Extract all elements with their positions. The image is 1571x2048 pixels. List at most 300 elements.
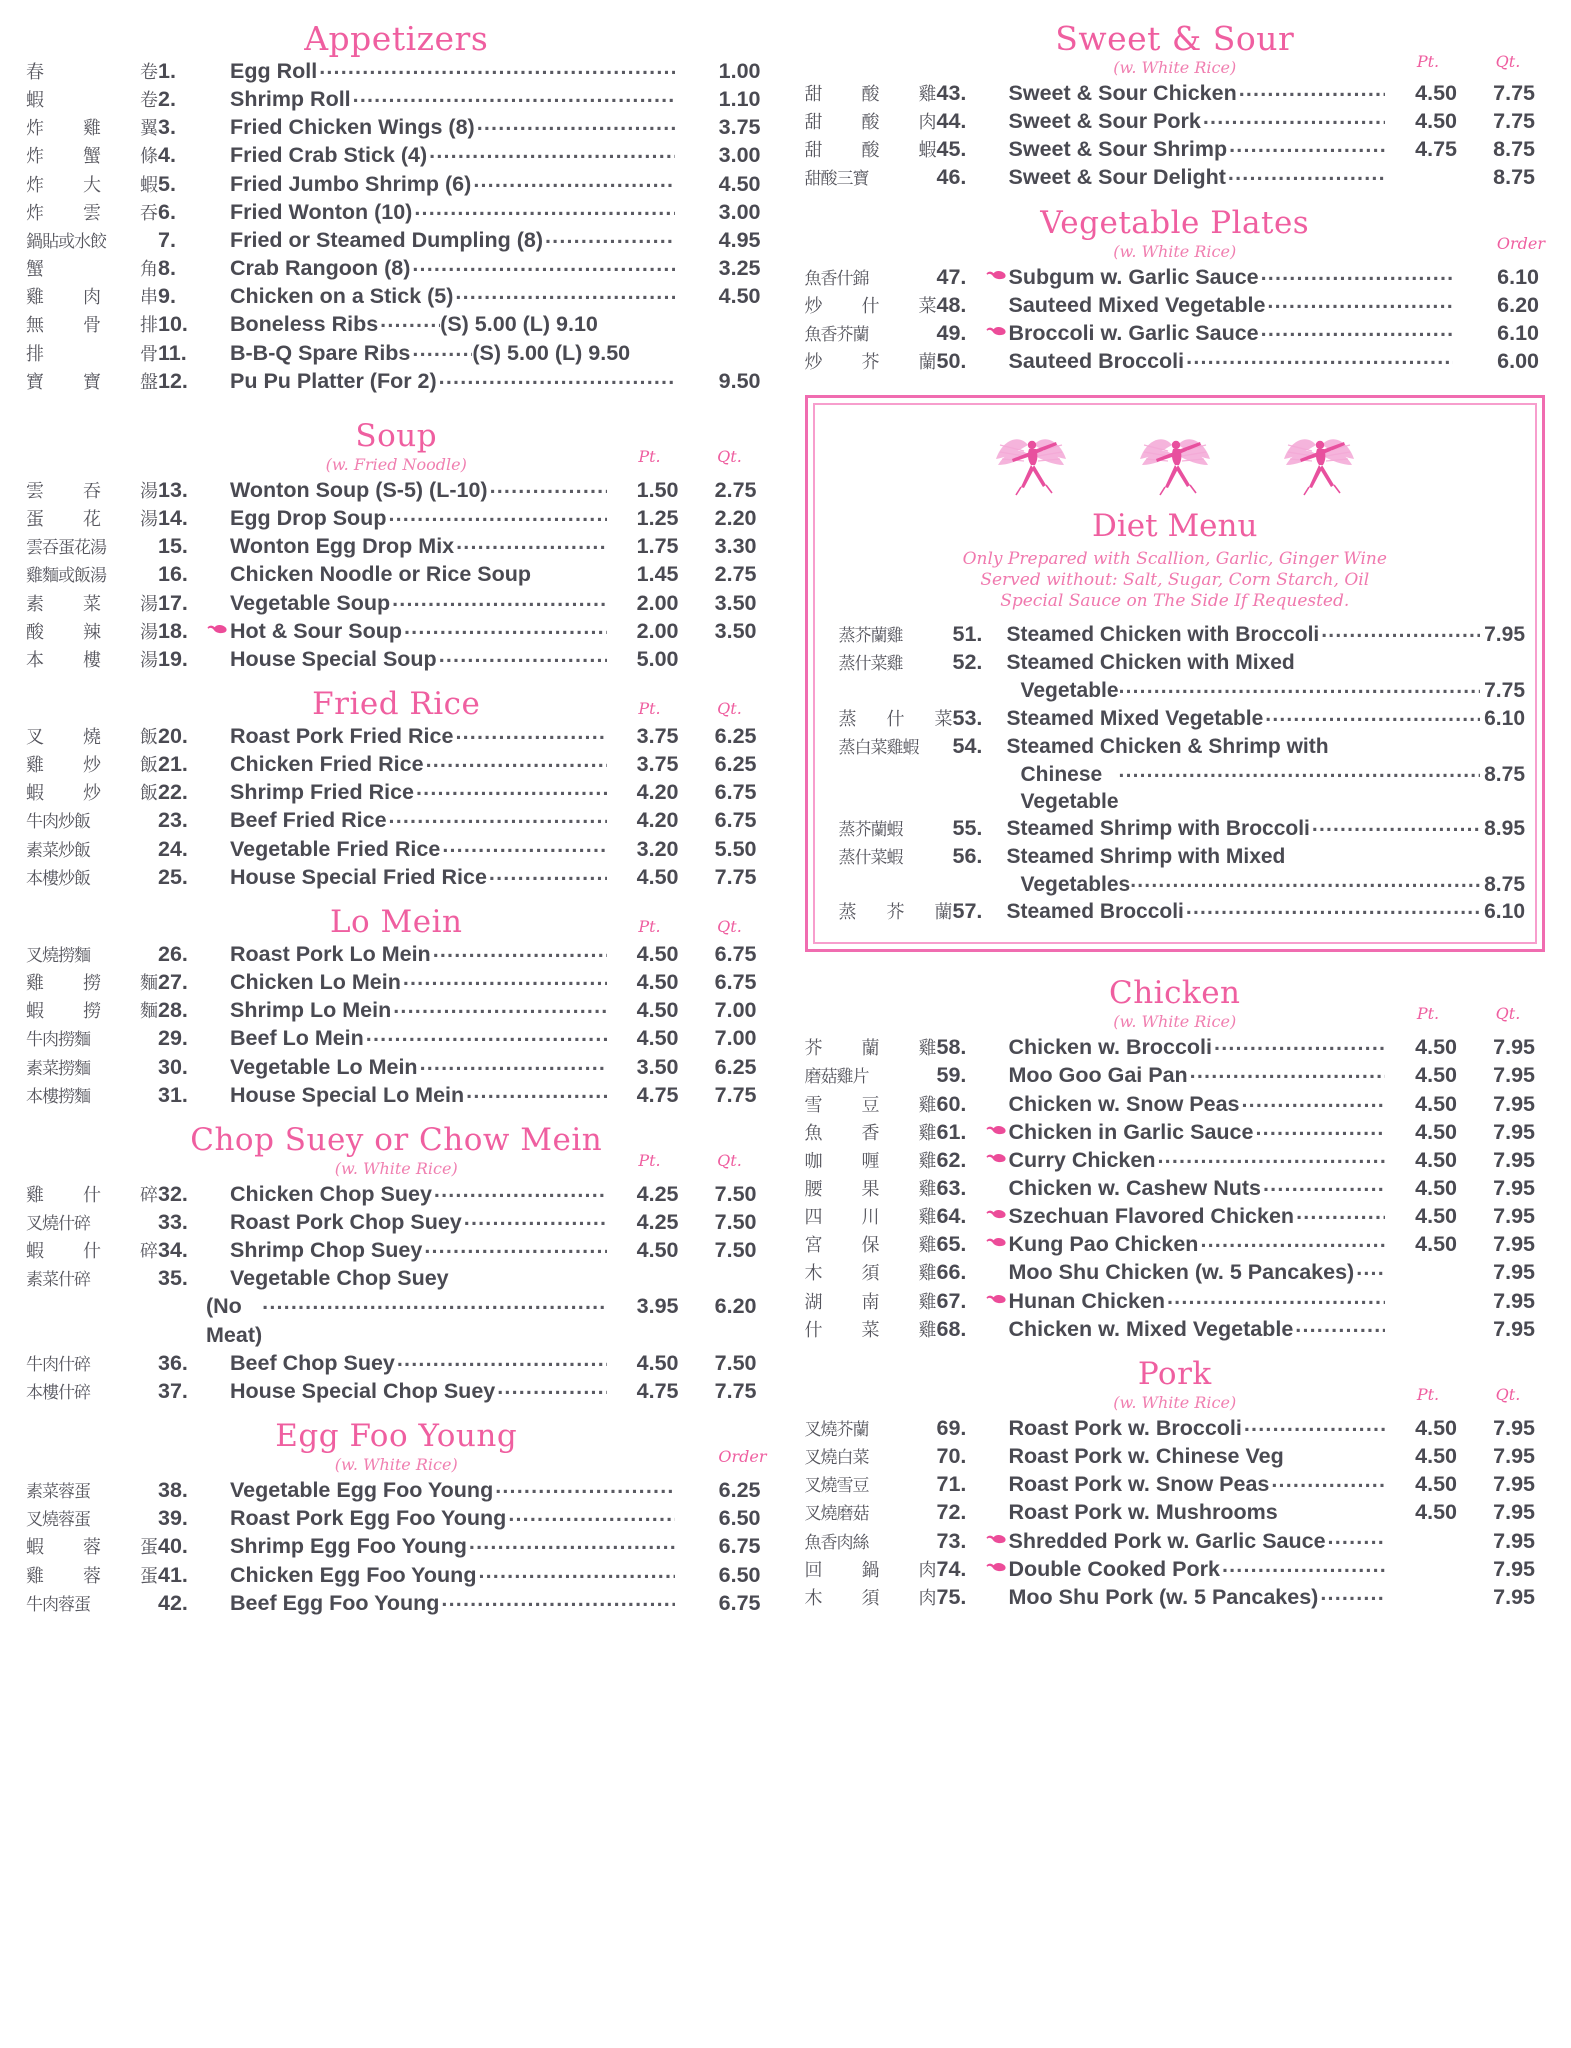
menu-item-row[interactable] — [805, 347, 1546, 375]
item-english-name: Steamed Shrimp with Broccoli — [1006, 817, 1310, 841]
item-chinese-name: 甜 酸 肉 — [804, 112, 937, 134]
item-chinese-name: 魚香芥蘭 — [804, 324, 869, 345]
item-price-pint: 2.00 — [636, 590, 679, 615]
item-price-pint: 1.25 — [636, 506, 679, 531]
item-number: 52. — [952, 650, 983, 675]
menu-item-row[interactable] — [805, 1527, 1546, 1555]
lo-mein-item-list — [26, 940, 767, 1109]
leader-dots — [1222, 1551, 1385, 1579]
item-number: 33. — [158, 1210, 188, 1234]
menu-item-row[interactable] — [26, 310, 767, 338]
menu-item-row[interactable] — [805, 1033, 1546, 1061]
item-number: 60. — [936, 1091, 967, 1116]
spicy-chili-icon — [985, 1560, 1009, 1574]
leader-dots — [1261, 315, 1453, 343]
item-price: 8.75 — [1484, 872, 1525, 896]
item-number: 66. — [936, 1260, 967, 1285]
item-price-pint: 4.50 — [1415, 1175, 1457, 1200]
leader-dots — [466, 1077, 606, 1105]
menu-item-row[interactable] — [805, 1061, 1546, 1089]
item-number: 22. — [158, 780, 188, 805]
spicy-chili-icon — [985, 268, 1009, 282]
item-chinese-name: 蝦 卷 — [26, 90, 158, 112]
section-title-egg-foo-young: Egg Foo Young — [275, 1418, 518, 1455]
item-number: 47. — [936, 264, 967, 289]
item-number: 39. — [158, 1506, 188, 1531]
item-chinese-name: 蝦 撈 麵 — [26, 1001, 158, 1023]
item-number: 49. — [936, 320, 967, 345]
item-price-quart: 2.20 — [714, 506, 757, 531]
spicy-chili-icon — [985, 1235, 1009, 1249]
item-price-pint: 4.50 — [636, 1238, 679, 1263]
leader-dots — [478, 1557, 674, 1585]
item-number: 5. — [158, 171, 176, 196]
item-chinese-name: 無 骨 排 — [26, 315, 158, 337]
item-price-order: 1.00 — [718, 59, 761, 83]
leader-dots — [1130, 867, 1480, 894]
item-number: 55. — [952, 816, 983, 841]
header-qt: Qt. — [1495, 52, 1521, 71]
diet-menu-item-row[interactable] — [825, 621, 1526, 649]
item-price-quart: 7.75 — [1493, 81, 1535, 105]
item-english-name: Vegetable Chop Suey — [230, 1266, 449, 1291]
menu-item-row[interactable] — [26, 835, 767, 863]
item-number: 8. — [158, 256, 176, 281]
menu-item-row[interactable] — [26, 1208, 767, 1236]
spicy-chili-icon — [985, 1123, 1009, 1137]
item-english-name: Beef Fried Rice — [230, 808, 387, 833]
item-number: 34. — [158, 1238, 188, 1263]
item-number: 30. — [158, 1054, 188, 1079]
menu-item-row[interactable] — [26, 1377, 767, 1405]
item-number: 18. — [158, 618, 188, 643]
item-price-inline: (S) 5.00 (L) 9.10 — [440, 312, 598, 337]
diet-menu-item-row[interactable] — [825, 705, 1526, 733]
item-english-name: House Special Soup — [230, 646, 437, 671]
menu-item-row[interactable] — [805, 1090, 1546, 1118]
item-price-pint: 1.75 — [636, 534, 679, 559]
item-price-quart: 3.30 — [714, 534, 757, 559]
item-chinese-name: 芥 蘭 雞 — [804, 1038, 937, 1060]
leader-dots — [420, 1049, 607, 1077]
item-english-name: Chicken on a Stick (5) — [230, 284, 454, 309]
leader-dots — [380, 306, 440, 334]
item-chinese-name: 雲吞蛋花湯 — [26, 538, 106, 559]
item-price-order: 3.00 — [718, 199, 761, 224]
item-english-name: Steamed Chicken & Shrimp with — [1006, 734, 1329, 758]
menu-item-row[interactable] — [805, 1287, 1546, 1315]
item-number: 71. — [936, 1472, 967, 1497]
item-price-quart: 7.00 — [714, 998, 757, 1023]
leader-dots — [389, 802, 607, 830]
menu-item-row[interactable] — [805, 1414, 1546, 1442]
soup-price-column-headers — [607, 447, 767, 466]
item-english-name: Chicken Noodle or Rice Soup — [230, 562, 532, 587]
item-price-pint: 2.00 — [636, 618, 679, 643]
menu-item-row[interactable] — [805, 163, 1546, 191]
item-chinese-name: 蝦 什 碎 — [26, 1241, 158, 1263]
item-price-order: 6.50 — [718, 1506, 761, 1531]
item-number: 26. — [158, 941, 188, 966]
item-chinese-name: 蒸 芥 蘭 — [838, 902, 953, 924]
item-chinese-name: 蒸什菜蝦 — [838, 848, 903, 869]
item-number: 21. — [158, 752, 188, 777]
item-chinese-name: 雲 吞 湯 — [26, 480, 158, 502]
item-number: 75. — [936, 1584, 967, 1609]
leader-dots — [1186, 894, 1480, 921]
item-chinese-name: 叉燒蓉蛋 — [26, 1510, 90, 1531]
menu-item-row[interactable] — [805, 107, 1546, 135]
leader-dots — [404, 613, 607, 641]
fried-rice-price-column-headers — [607, 699, 767, 718]
menu-item-row[interactable] — [26, 1180, 767, 1208]
item-english-name: Chicken Lo Mein — [230, 970, 401, 995]
menu-item-row[interactable] — [26, 589, 767, 617]
item-number: 6. — [158, 199, 176, 224]
menu-item-row[interactable] — [805, 1470, 1546, 1498]
menu-item-row[interactable] — [26, 532, 767, 560]
item-price-pint: 4.50 — [636, 1026, 679, 1051]
item-number: 62. — [936, 1147, 967, 1172]
item-english-name: Chicken w. Snow Peas — [1008, 1091, 1240, 1116]
item-english-name: Subgum w. Garlic Sauce — [1008, 264, 1259, 289]
item-price-pint: 4.50 — [636, 864, 679, 889]
item-price-order: 4.95 — [718, 227, 761, 252]
menu-item-row[interactable] — [805, 1230, 1546, 1258]
item-chinese-name: 本樓什碎 — [26, 1382, 90, 1403]
item-chinese-name: 炸 大 蝦 — [26, 174, 158, 196]
leader-dots — [455, 718, 606, 746]
item-english-name: Chicken Fried Rice — [230, 752, 424, 777]
menu-item-row[interactable] — [26, 1081, 767, 1109]
item-english-name: Vegetable Lo Mein — [230, 1054, 418, 1079]
section-title-pork: Pork — [1137, 1355, 1212, 1392]
item-english-name: Roast Pork Lo Mein — [230, 941, 431, 966]
item-price-quart: 7.75 — [714, 1082, 757, 1107]
item-number: 44. — [936, 109, 967, 134]
vegetable-plates-item-list — [805, 263, 1546, 376]
item-chinese-name: 素菜炒飯 — [26, 840, 90, 861]
item-price-quart: 6.75 — [714, 970, 757, 995]
item-number: 72. — [936, 1500, 967, 1525]
item-price-order: 9.50 — [718, 368, 761, 393]
item-number: 74. — [936, 1556, 967, 1581]
menu-item-row[interactable] — [26, 722, 767, 750]
item-chinese-name: 什 菜 雞 — [804, 1319, 937, 1341]
item-chinese-name: 叉燒磨菇 — [804, 1504, 869, 1525]
menu-item-row[interactable] — [26, 1349, 767, 1377]
item-chinese-name: 酸 辣 湯 — [26, 621, 158, 643]
item-chinese-name: 腰 果 雞 — [804, 1178, 937, 1200]
item-number: 59. — [936, 1063, 967, 1088]
section-title-chop-suey: Chop Suey or Chow Mein — [190, 1121, 603, 1158]
leader-dots — [490, 472, 607, 500]
item-price-pint: 4.50 — [636, 970, 679, 995]
leader-dots — [1261, 259, 1453, 287]
item-chinese-name: 牛肉蓉蛋 — [26, 1594, 90, 1615]
item-english-name-cont: Vegetable — [1020, 679, 1119, 703]
dancer-icon — [1276, 425, 1362, 504]
leader-dots — [1239, 75, 1385, 103]
item-price-pint: 3.20 — [636, 836, 679, 861]
item-price-quart: 6.75 — [714, 780, 757, 805]
item-chinese-name: 魚 香 雞 — [804, 1122, 937, 1144]
item-price-quart: 6.25 — [714, 1054, 757, 1079]
menu-item-row[interactable] — [805, 79, 1546, 107]
item-price-pint: 4.25 — [636, 1210, 679, 1234]
leader-dots — [319, 53, 674, 81]
item-chinese-name: 湖 南 雞 — [804, 1291, 937, 1313]
item-price-pint: 4.50 — [1415, 1063, 1457, 1088]
leader-dots — [1186, 343, 1453, 371]
item-english-name: Shrimp Chop Suey — [230, 1238, 423, 1263]
leader-dots — [464, 1204, 607, 1232]
item-english-name: Roast Pork w. Mushrooms — [1008, 1500, 1278, 1525]
diet-menu-item-row[interactable] — [825, 898, 1526, 926]
menu-item-row[interactable] — [805, 135, 1546, 163]
item-chinese-name: 炸 蟹 條 — [26, 146, 158, 168]
item-price-quart: 7.00 — [714, 1026, 757, 1051]
item-price-quart: 7.95 — [1493, 1204, 1535, 1229]
item-number: 28. — [158, 998, 188, 1023]
menu-item-row[interactable] — [26, 863, 767, 891]
item-number: 70. — [936, 1444, 967, 1469]
item-price-quart: 7.50 — [714, 1210, 757, 1234]
item-number: 61. — [936, 1119, 967, 1144]
vegetable-plates-price-column-headers — [1453, 234, 1545, 253]
item-english-name: Pu Pu Platter (For 2) — [230, 368, 437, 393]
item-english-name: Shrimp Roll — [230, 87, 351, 112]
diet-menu-item-row[interactable] — [825, 815, 1526, 843]
item-number: 50. — [936, 349, 967, 374]
item-chinese-name: 木 須 肉 — [804, 1587, 937, 1609]
section-sweet-sour-header — [805, 19, 1546, 77]
item-chinese-name: 宮 保 雞 — [804, 1235, 937, 1257]
item-english-name: Chicken w. Mixed Vegetable — [1008, 1316, 1294, 1341]
item-price-quart: 7.95 — [1493, 1119, 1535, 1144]
item-price-pint: 4.50 — [1415, 1204, 1457, 1229]
diet-menu-item-continuation — [825, 761, 1526, 816]
item-price-pint: 4.50 — [1415, 1500, 1457, 1525]
item-price-pint: 5.00 — [636, 646, 679, 671]
leader-dots — [439, 363, 675, 391]
menu-item-row[interactable] — [805, 1202, 1546, 1230]
leader-dots — [1200, 1226, 1385, 1254]
leader-dots — [1244, 1410, 1385, 1438]
item-english-name: Steamed Broccoli — [1006, 900, 1184, 924]
item-price-pint: 3.50 — [636, 1054, 679, 1079]
item-english-name: Shredded Pork w. Garlic Sauce — [1008, 1528, 1326, 1553]
item-chinese-name: 叉 燒 飯 — [26, 726, 158, 748]
item-english-name: Roast Pork Egg Foo Young — [230, 1506, 507, 1531]
item-price-order: 6.50 — [718, 1562, 761, 1587]
item-number: 11. — [158, 340, 187, 365]
item-price-pint: 4.75 — [636, 1082, 679, 1107]
leader-dots — [1295, 1311, 1385, 1339]
item-price-quart: 7.95 — [1493, 1556, 1535, 1581]
item-price-pint: 3.75 — [636, 723, 679, 748]
item-chinese-name: 叉燒雪豆 — [804, 1476, 869, 1497]
leader-dots — [353, 81, 675, 109]
item-number: 23. — [158, 808, 188, 833]
leader-dots — [388, 500, 606, 528]
menu-item-row[interactable] — [805, 1555, 1546, 1583]
menu-item-row[interactable] — [26, 367, 767, 395]
item-price-quart: 2.75 — [714, 477, 757, 502]
item-price-quart: 7.95 — [1493, 1063, 1535, 1088]
item-english-name: Chicken w. Cashew Nuts — [1008, 1175, 1261, 1200]
item-number: 32. — [158, 1181, 188, 1206]
item-english-name: Boneless Ribs — [230, 312, 379, 337]
item-chinese-name: 炸 雲 吞 — [26, 202, 158, 224]
item-number: 7. — [158, 227, 176, 252]
menu-item-continuation — [26, 1292, 767, 1348]
item-number: 24. — [158, 836, 188, 861]
section-soup-header — [26, 417, 767, 474]
item-number: 41. — [158, 1562, 188, 1587]
item-english-name: Steamed Chicken with Mixed — [1006, 651, 1295, 675]
item-chinese-name: 蒸芥蘭蝦 — [838, 820, 903, 841]
leader-dots — [416, 774, 607, 802]
item-price: 7.75 — [1484, 679, 1525, 703]
menu-item-row[interactable] — [805, 1583, 1546, 1611]
section-lo-mein-header — [26, 903, 767, 940]
item-english-name: Beef Egg Foo Young — [230, 1590, 440, 1615]
item-english-name: Sauteed Broccoli — [1008, 349, 1185, 374]
leader-dots — [262, 1288, 606, 1344]
item-english-name: Kung Pao Chicken — [1008, 1232, 1199, 1257]
diet-note-line-3: Special Sauce on The Side If Requested. — [1000, 590, 1350, 611]
section-title-vegetable-plates: Vegetable Plates — [1040, 204, 1310, 241]
item-chinese-name: 叉燒什碎 — [26, 1214, 90, 1234]
spicy-chili-icon — [985, 1532, 1009, 1546]
item-price: 6.10 — [1484, 706, 1525, 730]
leader-dots — [1242, 1086, 1386, 1114]
menu-item-row[interactable] — [805, 1498, 1546, 1526]
item-english-name: Vegetable Fried Rice — [230, 836, 441, 861]
item-number: 67. — [936, 1288, 967, 1313]
item-price: 7.95 — [1484, 623, 1525, 647]
item-english-name: Fried Jumbo Shrimp (6) — [230, 171, 472, 196]
item-price-quart: 7.95 — [1493, 1472, 1535, 1497]
lo-mein-price-column-headers — [607, 917, 767, 936]
item-english-name: House Special Fried Rice — [230, 864, 487, 889]
menu-item-row[interactable] — [26, 1024, 767, 1052]
item-english-name: Curry Chicken — [1008, 1147, 1156, 1172]
menu-item-row[interactable] — [26, 750, 767, 778]
leader-dots — [439, 641, 607, 669]
item-english-name: Vegetable Soup — [230, 590, 391, 615]
item-price-quart: 7.75 — [714, 864, 757, 889]
item-english-name: Roast Pork w. Chinese Veg — [1008, 1444, 1284, 1469]
section-chicken-header — [805, 975, 1546, 1032]
header-pt: Pt. — [1416, 1004, 1440, 1024]
menu-item-row[interactable] — [26, 1589, 767, 1617]
leader-dots — [1263, 1170, 1385, 1198]
leader-dots — [412, 335, 472, 363]
leader-dots — [1312, 811, 1480, 838]
egg-foo-young-item-list — [26, 1476, 767, 1617]
item-chinese-name: 蒸白菜雞蝦 — [838, 737, 919, 758]
item-chinese-name: 叉燒撈麵 — [26, 945, 90, 966]
item-chinese-name: 蝦 蓉 蛋 — [26, 1537, 158, 1559]
item-chinese-name: 炒 什 菜 — [804, 295, 937, 317]
leader-dots — [495, 1472, 674, 1500]
menu-item-row[interactable] — [805, 1146, 1546, 1174]
item-price-quart: 5.50 — [714, 836, 757, 861]
menu-left-column — [26, 19, 767, 2038]
leader-dots — [1119, 673, 1481, 700]
diet-menu-title: Diet Menu — [1092, 508, 1258, 545]
item-number: 64. — [936, 1204, 967, 1229]
item-price-pint: 4.50 — [1415, 1472, 1457, 1497]
section-chop-suey-header — [26, 1121, 767, 1178]
item-number: 35. — [158, 1266, 188, 1291]
item-chinese-name: 本樓炒飯 — [26, 868, 90, 889]
item-chinese-name: 叉燒芥蘭 — [804, 1419, 869, 1440]
item-english-name: Roast Pork Chop Suey — [230, 1210, 462, 1234]
item-english-name: Beef Chop Suey — [230, 1350, 395, 1375]
section-subtitle-sweet-sour: (w. White Rice) — [1113, 58, 1237, 77]
item-english-name: Chicken w. Broccoli — [1008, 1035, 1213, 1060]
item-price-order: 6.25 — [718, 1478, 761, 1503]
item-chinese-name: 雞 肉 串 — [26, 287, 158, 309]
diet-menu-panel — [805, 395, 1546, 952]
menu-item-row[interactable] — [26, 1053, 767, 1081]
item-price-quart: 8.75 — [1493, 165, 1535, 190]
header-qt: Qt. — [717, 1150, 742, 1170]
menu-item-row[interactable] — [26, 940, 767, 968]
item-price-pint: 4.50 — [636, 1350, 679, 1375]
menu-item-row[interactable] — [26, 617, 767, 645]
menu-item-row[interactable] — [26, 504, 767, 532]
item-chinese-name: 雞 撈 麵 — [26, 973, 158, 995]
item-english-name: Broccoli w. Garlic Sauce — [1008, 320, 1259, 345]
item-number: 42. — [158, 1590, 188, 1615]
item-price-pint: 4.25 — [636, 1181, 679, 1206]
item-price-quart: 7.95 — [1493, 1316, 1535, 1341]
section-subtitle-chop-suey: (w. White Rice) — [334, 1158, 458, 1178]
menu-item-row[interactable] — [805, 1174, 1546, 1202]
item-number: 51. — [952, 622, 983, 647]
leader-dots — [429, 137, 674, 165]
leader-dots — [1214, 1029, 1385, 1057]
item-english-name-cont: (No Meat) — [206, 1294, 263, 1347]
menu-item-row[interactable] — [805, 1315, 1546, 1343]
menu-item-row[interactable] — [805, 1442, 1546, 1470]
item-chinese-name: 蝦 炒 飯 — [26, 783, 158, 805]
item-chinese-name: 磨菇雞片 — [804, 1067, 869, 1088]
item-price-quart: 7.95 — [1493, 1415, 1535, 1440]
item-chinese-name: 甜 酸 蝦 — [804, 140, 937, 162]
item-price-pint: 4.50 — [1415, 1415, 1457, 1440]
item-english-name: Sweet & Sour Pork — [1008, 109, 1201, 134]
item-chinese-name: 牛肉什碎 — [26, 1354, 90, 1375]
menu-item-row[interactable] — [26, 1236, 767, 1264]
item-price-pint: 3.75 — [636, 752, 679, 777]
item-number: 58. — [936, 1035, 967, 1060]
item-price-order: 4.50 — [718, 171, 761, 196]
menu-item-row[interactable] — [26, 645, 767, 673]
item-price-quart: 7.75 — [714, 1378, 757, 1403]
item-price-pint: 1.45 — [636, 562, 679, 587]
menu-item-row[interactable] — [26, 806, 767, 834]
item-chinese-name: 四 川 雞 — [804, 1207, 937, 1229]
section-vegetable-plates-header — [805, 204, 1546, 261]
item-english-name: Sweet & Sour Shrimp — [1008, 137, 1228, 162]
spicy-chili-icon — [985, 1292, 1009, 1306]
item-english-name: Steamed Shrimp with Mixed — [1006, 845, 1286, 869]
